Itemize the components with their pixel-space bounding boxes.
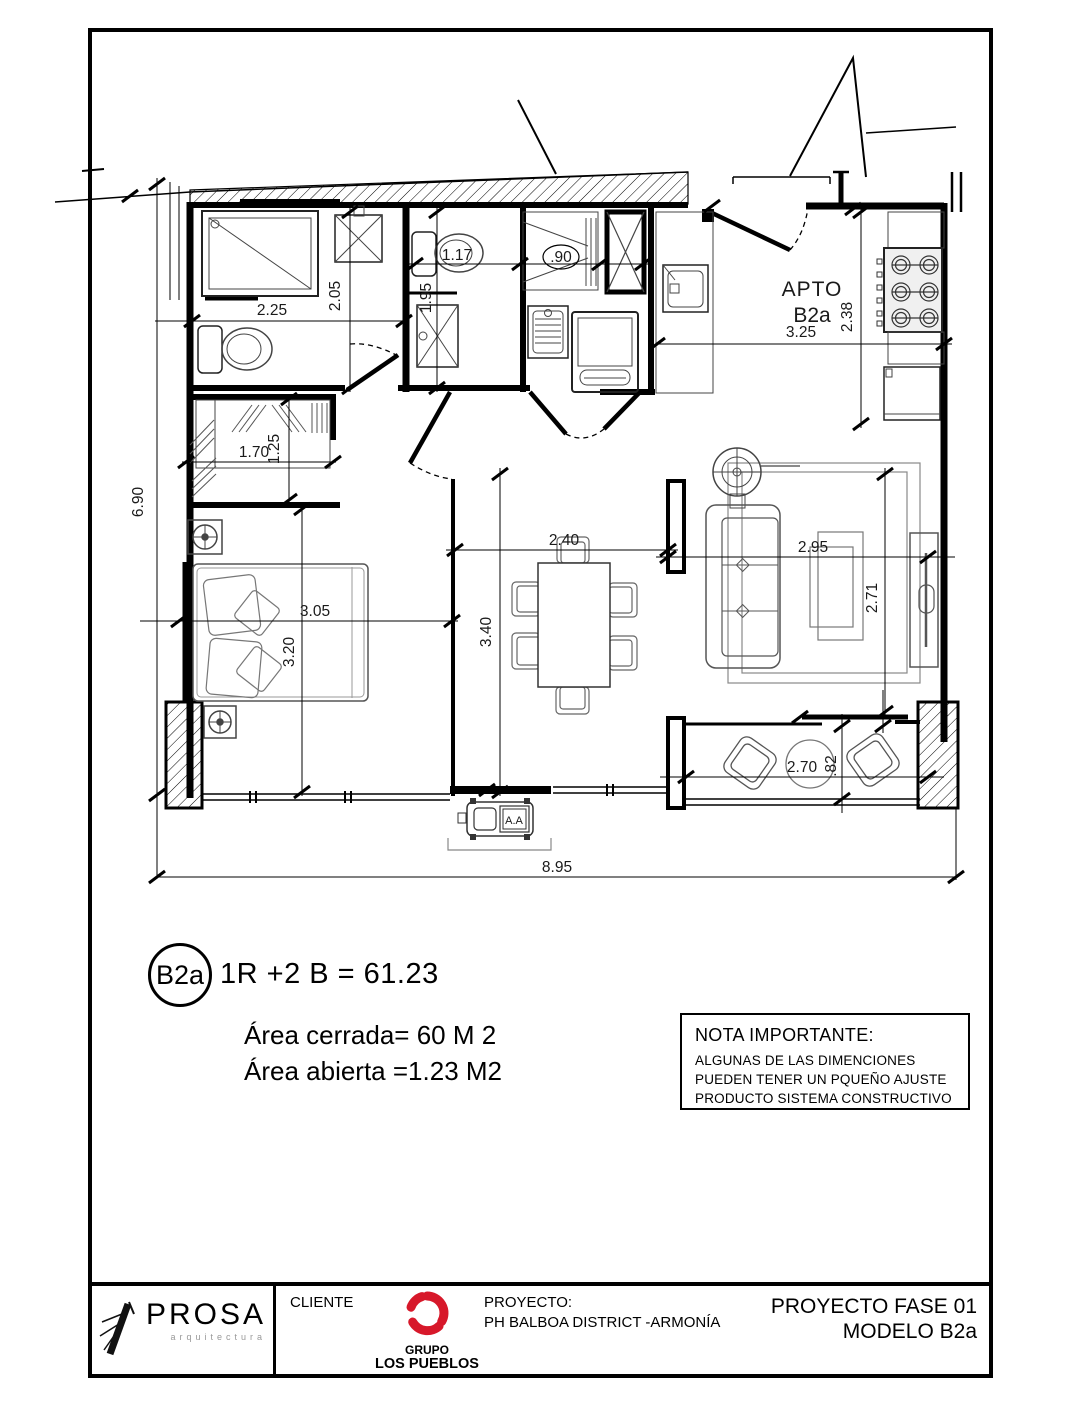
architect-logo-cell	[88, 1286, 276, 1378]
brand-name: PROSA	[146, 1298, 267, 1331]
dimension-labels	[130, 247, 881, 876]
dim-2-70: 2.70	[786, 759, 818, 776]
dim-2-40: 2.40	[548, 532, 580, 549]
bath1-sink	[335, 206, 382, 262]
kitchen-counter	[656, 212, 713, 393]
dim-0-90: .90	[550, 249, 572, 266]
client-logo	[372, 1288, 482, 1372]
client-logo-text-2: LOS PUEBLOS	[375, 1356, 479, 1372]
note-line-3: PRODUCTO SISTEMA CONSTRUCTIVO	[695, 1090, 952, 1106]
stove	[877, 212, 944, 364]
dim-2-71: 2.71	[864, 582, 881, 614]
dim-6-90: 6.90	[130, 486, 147, 518]
grupo-pueblos-icon	[401, 1325, 453, 1342]
brand-subtitle: arquitectura	[170, 1332, 267, 1342]
sofa	[706, 505, 780, 668]
unit-formula: 1R +2 B = 61.23	[220, 958, 439, 990]
project-phase: PROYECTO FASE 01	[770, 1295, 977, 1318]
client-logo-text-1: GRUPO	[404, 1343, 449, 1357]
project-model: MODELO B2a	[842, 1320, 977, 1343]
proyecto-label: PROYECTO:	[484, 1294, 573, 1311]
note-line-1: ALGUNAS DE LAS DIMENCIONES	[695, 1053, 916, 1068]
bed	[186, 562, 368, 703]
dim-1-95: 1.95	[418, 282, 435, 314]
dim-2-95: 2.95	[797, 539, 829, 556]
apto-model-label: B2a	[793, 304, 831, 327]
apto-label: APTO	[781, 278, 843, 301]
oven-appliance	[884, 367, 940, 420]
ceiling-fan	[713, 448, 800, 508]
ac-unit	[448, 798, 551, 850]
shower	[202, 211, 318, 296]
dim-8-95: 8.95	[541, 859, 573, 876]
ac-unit-label: A.A	[505, 815, 523, 827]
fixtures	[186, 206, 944, 850]
laundry-tub	[528, 306, 568, 358]
dim-3-25: 3.25	[785, 324, 817, 341]
dim-2-05: 2.05	[327, 280, 344, 312]
dim-1-17: 1.17	[441, 247, 473, 264]
washer	[572, 312, 638, 392]
dim-3-20: 3.20	[281, 636, 298, 668]
dim-0-82: .82	[823, 755, 840, 777]
important-note-box	[680, 1013, 970, 1110]
dining-table	[512, 537, 637, 714]
bath1-toilet	[198, 326, 272, 373]
area-cerrada: Área cerrada= 60 M 2	[244, 1020, 497, 1050]
area-abierta: Área abierta =1.23 M2	[244, 1056, 502, 1086]
dim-3-05: 3.05	[299, 603, 331, 620]
dim-1-25: 1.25	[266, 433, 283, 465]
prosa-logo-icon	[98, 1300, 142, 1363]
dim-1-70: 1.70	[238, 444, 270, 461]
dim-2-38: 2.38	[839, 301, 856, 333]
unit-badge: B2a	[148, 943, 212, 1007]
project-info-cell	[276, 1286, 993, 1378]
note-line-2: PUEDEN TENER UN PQUEÑO AJUSTE	[695, 1071, 947, 1087]
wall-light-2	[204, 706, 236, 738]
dim-2-25: 2.25	[256, 302, 288, 319]
title-block	[88, 1282, 993, 1378]
duct-shaft	[607, 212, 644, 292]
living-rug	[728, 463, 920, 683]
dim-3-40: 3.40	[478, 616, 495, 648]
proyecto-value: PH BALBOA DISTRICT -ARMONÍA	[484, 1314, 721, 1331]
cliente-label: CLIENTE	[290, 1294, 354, 1311]
note-title: NOTA IMPORTANTE:	[695, 1025, 874, 1045]
